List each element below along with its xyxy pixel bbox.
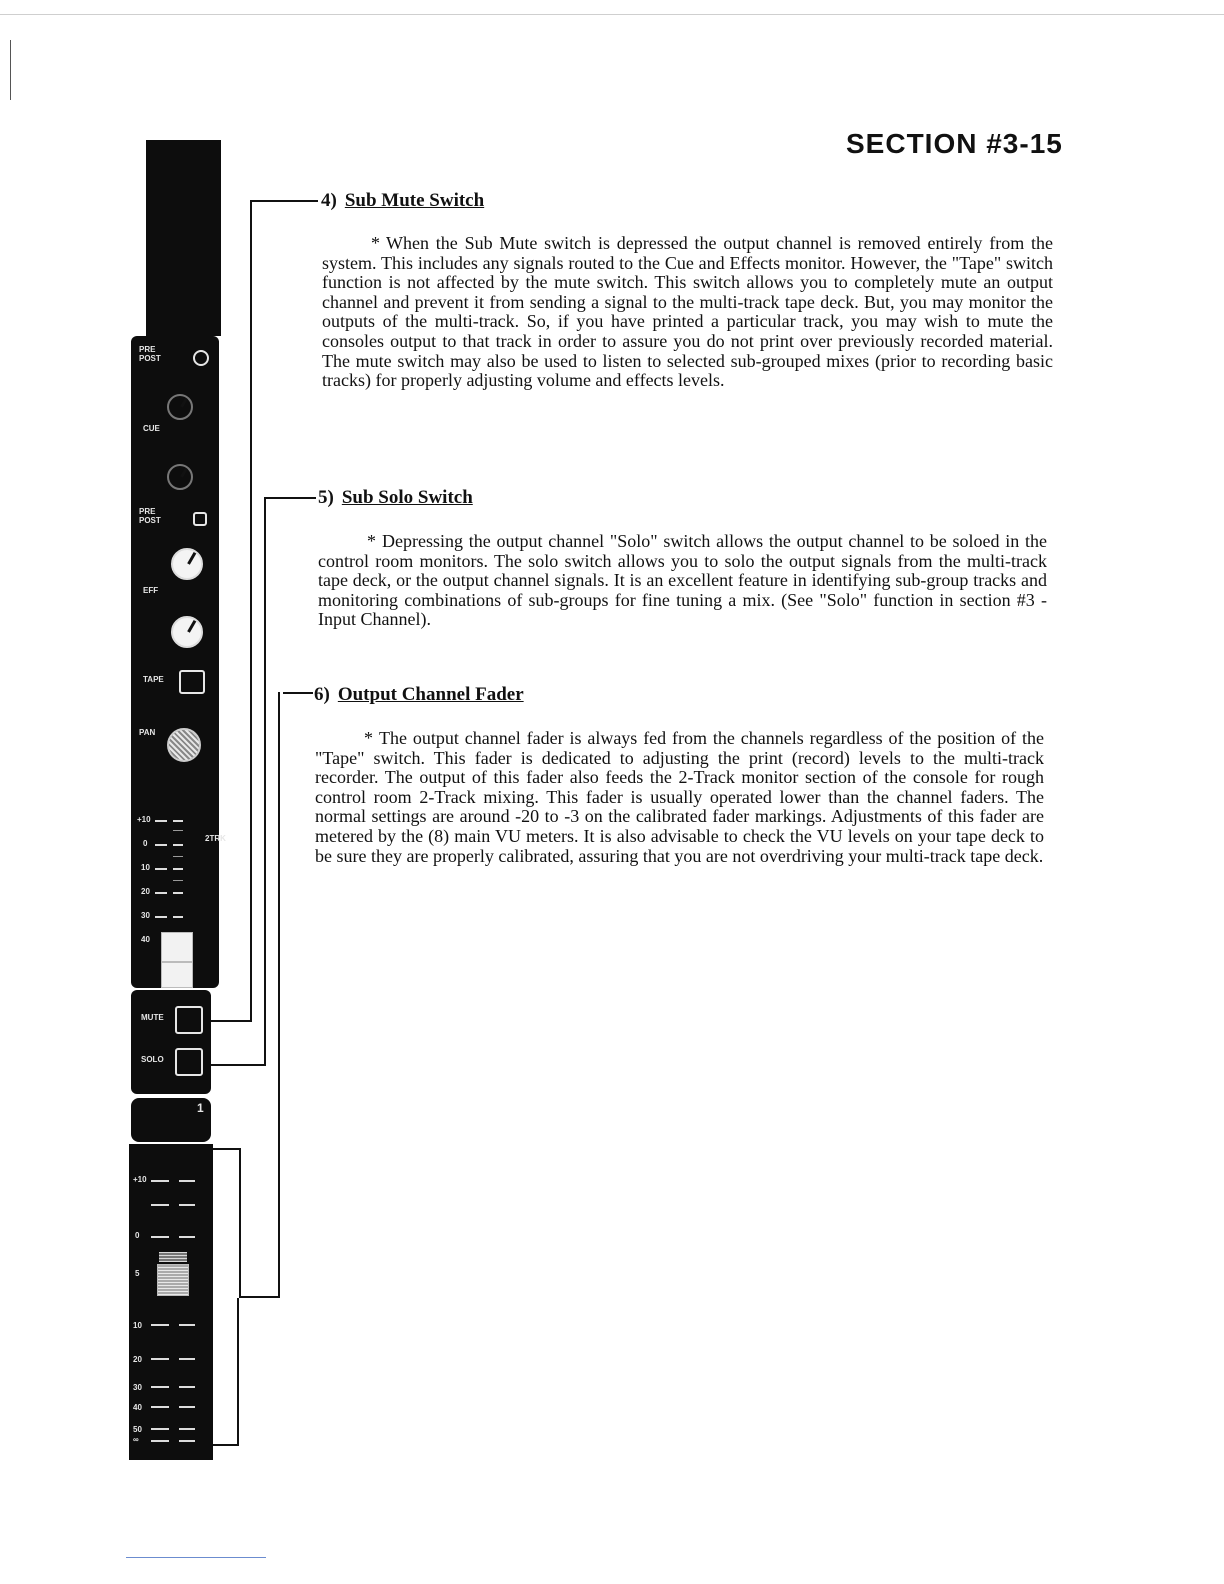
pre-post-cue-switch[interactable] <box>193 350 209 366</box>
pre-post-eff-switch[interactable] <box>193 512 207 526</box>
heading-number: 4) <box>321 190 337 211</box>
heading-number: 6) <box>314 684 330 705</box>
scale-label: +10 <box>133 1175 147 1184</box>
scale-label: 20 <box>141 887 150 896</box>
output-fader-cap-upper[interactable] <box>161 932 193 962</box>
console-strip-main <box>131 336 226 988</box>
paragraph-sub-mute-switch <box>322 234 1053 391</box>
mute-switch[interactable] <box>175 1006 203 1034</box>
heading-title: Sub Solo Switch <box>341 487 473 508</box>
pre-label: PRE <box>139 345 156 354</box>
pan-knob[interactable] <box>167 728 201 762</box>
fader-cap-texture <box>159 1252 187 1262</box>
heading-title: Output Channel Fader <box>337 684 524 705</box>
console-strip-mute-solo <box>131 990 211 1094</box>
scale-label: 50 <box>133 1425 142 1434</box>
paragraph-sub-solo-switch <box>318 532 1047 630</box>
pan-label: PAN <box>139 728 156 737</box>
heading-sub-solo-switch <box>318 487 473 509</box>
page-top-rule <box>0 14 1224 15</box>
eff-label: EFF <box>143 586 159 595</box>
bullet-star: * <box>371 233 380 253</box>
scale-label: 0 <box>143 839 148 848</box>
paragraph-text: When the Sub Mute switch is depressed the output channel is removed entirely from the system. This includes any signals routed to the Cue and Effects monitor. However, the "Tape" switch function is not affected by the mute switch. This switch allows you to completely mute an output channel and prevent it from sending a signal to the multi-track tape deck. But, you may monitor the outputs of the multi-track. So, if you have printed a particular track, you may wish to mute the consoles output to that track in order to assure you do not print over previously recorded material. The mute switch may also be used to listen to selected sub-grouped mixes (prior to recording basic tracks) for properly adjusting volume and effects levels. <box>322 233 1053 391</box>
pre-label-eff: PRE <box>139 507 156 516</box>
eff-knob-1[interactable] <box>171 548 203 580</box>
scale-label: 40 <box>141 935 150 944</box>
tape-switch[interactable] <box>179 670 205 694</box>
page-left-rule <box>10 40 11 100</box>
heading-output-channel-fader <box>314 684 524 706</box>
console-fader-track <box>129 1144 213 1460</box>
post-label: POST <box>139 354 161 363</box>
heading-number: 5) <box>318 487 334 508</box>
heading-title: Sub Mute Switch <box>344 190 485 211</box>
scale-label: 20 <box>133 1355 142 1364</box>
scale-label: +10 <box>137 815 151 824</box>
scale-label: 5 <box>135 1269 140 1278</box>
eff-knob-2[interactable] <box>171 616 203 648</box>
cue-label: CUE <box>143 424 160 433</box>
paragraph-text: Depressing the output channel "Solo" switch allows the output channel to be soloed in the control room monitors. The solo switch allows you to solo the output signals from the multi-track tape deck, or the output channel signals. It is an excellent feature in identifying sub-group tracks and monitoring combinations of sub-groups for fine tuning a mix. (See "Solo" function in section #3 - Input Channel). <box>318 531 1047 630</box>
section-title: SECTION #3-15 <box>846 128 1063 159</box>
bottom-rule <box>126 1557 266 1558</box>
scale-label: ∞ <box>133 1435 139 1444</box>
channel-number-cap <box>131 1098 211 1142</box>
paragraph-text: The output channel fader is always fed from the channels regardless of the position of the "Tape" switch. This fader is dedicated to adjusting the print (record) levels to the multi-track recorder. The output of this fader also feeds the 2-Track monitor section of the console for rough control room 2-Track mixing. This fader is usually operated lower than the channel faders. The normal settings are around -20 to -3 on the calibrated fader markings. Adjustments of this fader are metered by the (8) main VU meters. It is also advisable to check the VU levels on your tape deck to be sure they are properly calibrated, assuring that you are not overdriving your multi-track tape deck. <box>315 728 1044 866</box>
trk-label: 2TRK <box>205 834 226 843</box>
mute-label: MUTE <box>141 1013 164 1022</box>
channel-number: 1 <box>197 1101 204 1115</box>
bullet-star: * <box>367 531 376 551</box>
scale-label: 0 <box>135 1231 140 1240</box>
cue-knob-2[interactable] <box>167 464 193 490</box>
output-fader-cap-lower[interactable] <box>161 962 193 988</box>
console-strip-top <box>146 140 221 336</box>
solo-switch[interactable] <box>175 1048 203 1076</box>
heading-sub-mute-switch <box>321 190 484 212</box>
bullet-star: * <box>364 728 373 748</box>
scale-label: 30 <box>133 1383 142 1392</box>
paragraph-output-channel-fader <box>315 729 1044 866</box>
scale-label: 30 <box>141 911 150 920</box>
tape-label: TAPE <box>143 675 164 684</box>
scale-label: 40 <box>133 1403 142 1412</box>
scale-label: 10 <box>141 863 150 872</box>
cue-knob-1[interactable] <box>167 394 193 420</box>
post-label-eff: POST <box>139 516 161 525</box>
scale-label: 10 <box>133 1321 142 1330</box>
solo-label: SOLO <box>141 1055 164 1064</box>
output-channel-fader-knob[interactable] <box>157 1264 189 1296</box>
